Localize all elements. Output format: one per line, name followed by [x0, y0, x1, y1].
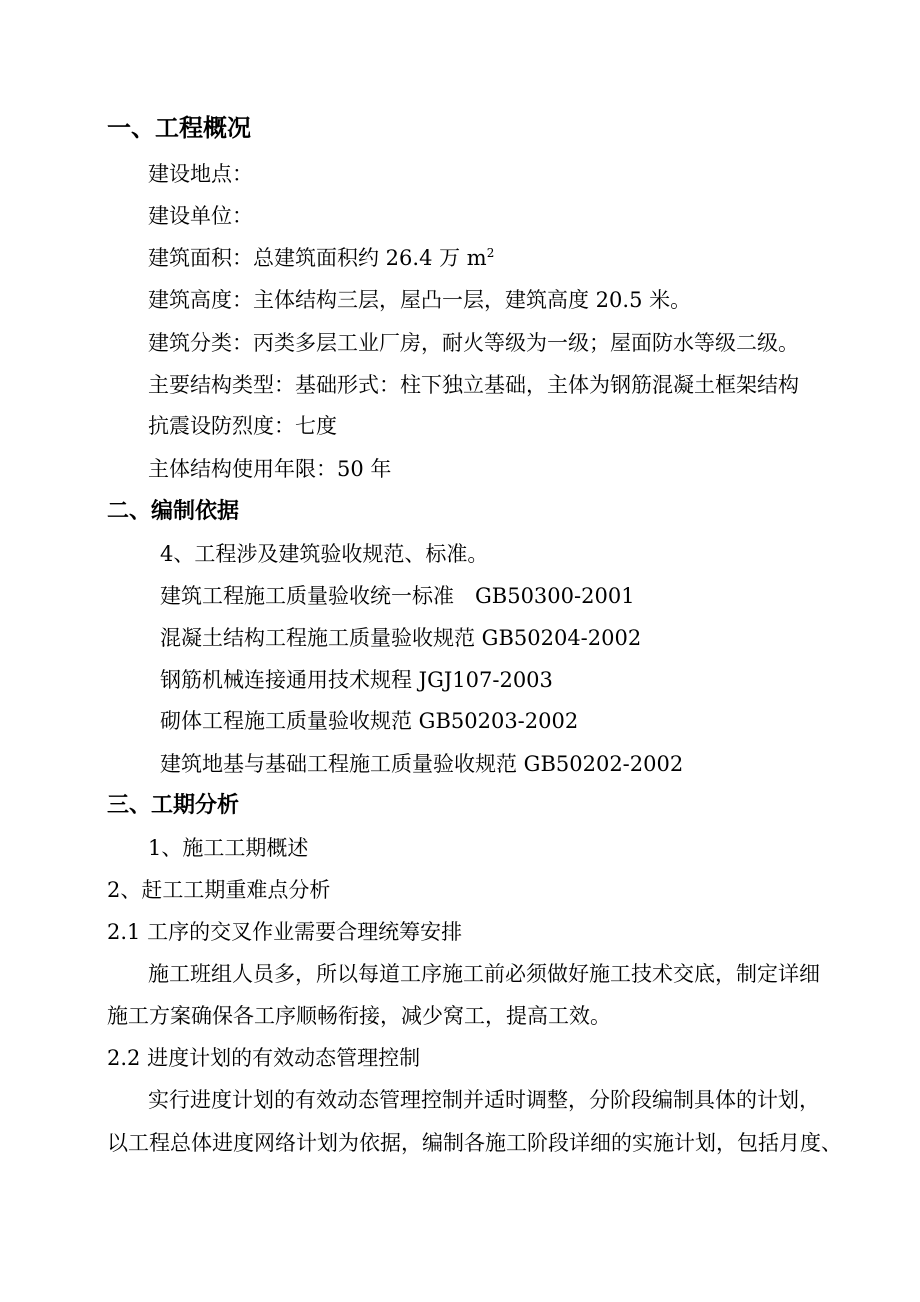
- paragraph-1-line-2: 施工方案确保各工序顺畅衔接，减少窝工，提高工效。: [107, 1004, 611, 1028]
- building-category: 建筑分类：丙类多层工业厂房，耐火等级为一级；屋面防水等级二级。: [148, 331, 799, 355]
- schedule-overview: 1、施工工期概述: [148, 836, 309, 860]
- section3-heading: 三、工期分析: [107, 792, 240, 818]
- difficulty-analysis: 2、赶工工期重难点分析: [107, 878, 331, 902]
- subsection-2-2: 2.2 进度计划的有效动态管理控制: [107, 1046, 421, 1070]
- section1-heading: 一、工程概况: [107, 113, 251, 142]
- construction-unit: 建设单位：: [148, 204, 253, 228]
- paragraph-1-line-1: 施工班组人员多，所以每道工序施工前必须做好施工技术交底，制定详细: [148, 962, 820, 986]
- standard-item: 钢筋机械连接通用技术规程 JGJ107-2003: [160, 668, 553, 692]
- standard-item: 建筑工程施工质量验收统一标准 GB50300-2001: [160, 584, 635, 608]
- building-area: 建筑面积：总建筑面积约 26.4 万 m: [148, 246, 487, 270]
- subsection-2-1: 2.1 工序的交叉作业需要合理统筹安排: [107, 920, 463, 944]
- building-area-line: [148, 243, 494, 273]
- standard-item: 混凝土结构工程施工质量验收规范 GB50204-2002: [160, 626, 642, 650]
- construction-site: 建设地点：: [148, 162, 253, 186]
- paragraph-2-line-1: 实行进度计划的有效动态管理控制并适时调整，分阶段编制具体的计划，: [148, 1088, 820, 1112]
- service-life: 主体结构使用年限：50 年: [148, 457, 392, 481]
- structure-type: 主要结构类型：基础形式：柱下独立基础，主体为钢筋混凝土框架结构: [148, 373, 799, 397]
- area-unit-superscript: 2: [486, 246, 495, 260]
- seismic-intensity: 抗震设防烈度：七度: [148, 414, 337, 438]
- paragraph-2-line-2: 以工程总体进度网络计划为依据，编制各施工阶段详细的实施计划，包括月度、: [107, 1131, 842, 1155]
- standard-item: 砌体工程施工质量验收规范 GB50203-2002: [160, 709, 579, 733]
- standard-item: 建筑地基与基础工程施工质量验收规范 GB50202-2002: [160, 752, 684, 776]
- standards-intro: 4、工程涉及建筑验收规范、标准。: [160, 542, 489, 566]
- section2-heading: 二、编制依据: [107, 498, 240, 524]
- building-height: 建筑高度：主体结构三层，屋凸一层，建筑高度 20.5 米。: [148, 288, 692, 312]
